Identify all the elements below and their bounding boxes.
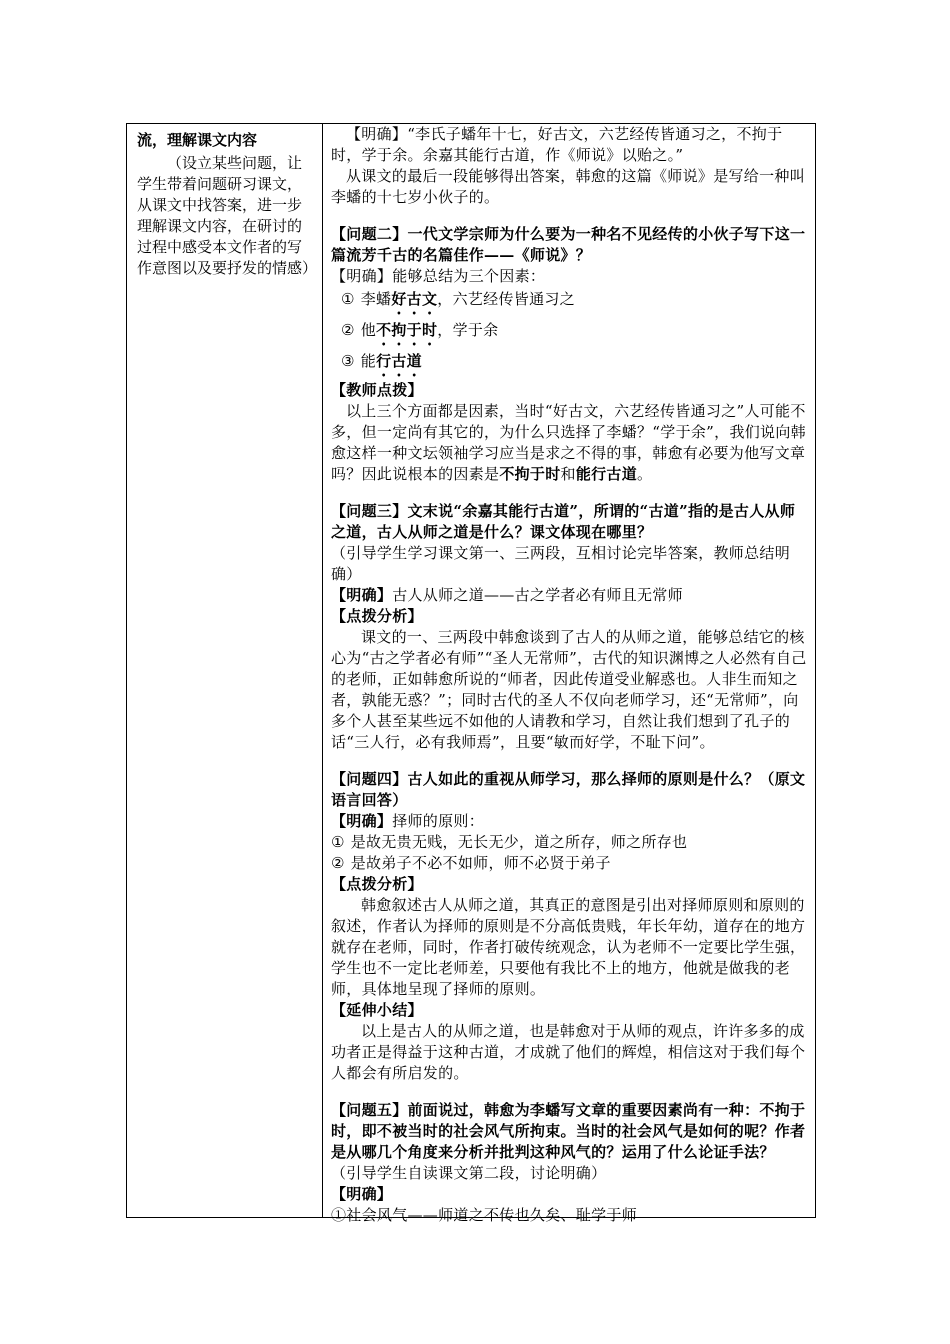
item-prefix: 李蟠: [360, 290, 392, 308]
question-three-analysis: 课文的一、三两段中韩愈谈到了古人的从师之道，能够总结它的核心为“古之学者必有师”“圣人无常师”，古代的知识渊博之人必然有自己的老师，正如韩愈所说的“师者，因此传道受业解惑也。人非生而知之者，孰能无惑？”；同时古代的圣人不仅向老师学习，还“无常师”，向多个人甚至某些远不如他的人请教和学习，自然让我们想到了孔子的话“三人行，必有我师焉”，且要“敏而好学，不耻下问”。: [331, 628, 807, 751]
principle-item: [331, 832, 809, 853]
question-three-guide: （引导学生学习课文第一、三两段，互相讨论完毕答案，教师总结明确）: [331, 544, 791, 583]
question-four-answer: [331, 811, 809, 832]
clarify-explanation: 从课文的最后一段能够得出答案，韩愈的这篇《师说》是写给一种叫李蟠的十七岁小伙子的。: [331, 167, 806, 206]
teacher-tip-label: 【教师点拨】: [331, 381, 423, 399]
item-prefix: 他: [360, 321, 377, 339]
item-suffix: ，学于余: [437, 321, 499, 339]
item-emphasis: 不拘于时: [376, 321, 438, 339]
answer-text: 择师的原则：: [392, 812, 485, 830]
teacher-tip-key-two: 能行古道: [575, 465, 638, 483]
principle-item: [331, 853, 809, 874]
right-column: [323, 124, 815, 1224]
question-four-principle-list: [331, 832, 809, 874]
step-heading: 流，理解课文内容: [137, 131, 258, 149]
left-column: [127, 124, 323, 1217]
factor-item: [331, 287, 809, 318]
item-text: 是故无贵无贱，无长无少，道之所存，师之所存也: [350, 833, 688, 851]
question-four-analysis: 韩愈叙述古人从师之道，其真正的意图是引出对择师原则和原则的叙述，作者认为择师的原则是不分高低贵贱，年长年幼，道存在的地方就存在老师，同时，作者打破传统观念，认为老师不一定要比学生强，学生也不一定比老师差，只要他有我比不上的地方，他就是做我的老师，具体地呈现了择师的原则。: [331, 896, 806, 998]
question-four: 【问题四】古人如此的重视从师学习，那么择师的原则是什么？（原文语言回答）: [331, 770, 806, 809]
item-emphasis: 行古道: [376, 352, 422, 370]
answer-text: 古人从师之道——古之学者必有师且无常师: [392, 586, 683, 604]
item-text: 是故弟子不必不如师，师不必贤于弟子: [350, 854, 611, 872]
answer-label: 【明确】: [331, 586, 393, 604]
item-number: ③: [341, 352, 355, 370]
teacher-tip-conjunction: 和: [560, 465, 576, 483]
factor-item: [331, 349, 809, 380]
item-number: ②: [341, 321, 355, 339]
item-prefix: 能: [360, 352, 377, 370]
step-description: （设立某些问题，让学生带着问题研习课文，从课文中找答案，进一步理解课文内容，在研讨的过程中感受本文作者的写作意图以及要抒发的情感）: [137, 154, 318, 277]
question-five-item-one: ①社会风气——师道之不传也久矣、耻学于师: [331, 1206, 638, 1224]
clarify-quote: 【明确】“李氏子蟠年十七，好古文，六艺经传皆通习之，不拘于时，学于余。余嘉其能行古道，作《师说》以贻之。”: [331, 125, 783, 164]
item-number: ②: [331, 854, 345, 872]
extension-summary-label: 【延伸小结】: [331, 1001, 423, 1019]
question-three-answer: [331, 585, 809, 606]
teacher-tip-text: [331, 401, 809, 485]
factor-item: [331, 318, 809, 349]
question-three: 【问题三】文末说“余嘉其能行古道”，所谓的“古道”指的是古人从师之道，古人从师之道是什么？课文体现在哪里？: [331, 502, 796, 541]
question-two-answer: 【明确】能够总结为三个因素：: [331, 267, 546, 285]
question-five-guide: （引导学生自读课文第二段，讨论明确）: [331, 1164, 607, 1182]
answer-label: 【明确】: [331, 812, 393, 830]
item-number: ①: [341, 290, 355, 308]
analysis-label: 【点拨分析】: [331, 875, 423, 893]
analysis-label: 【点拨分析】: [331, 607, 423, 625]
teacher-tip-key-one: 不拘于时: [499, 465, 561, 483]
question-two: 【问题二】一代文学宗师为什么要为一种名不见经传的小伙子写下这一篇流芳千古的名篇佳作——《师说》？: [331, 225, 806, 264]
question-two-factor-list: [331, 287, 809, 380]
item-suffix: ，六艺经传皆通习之: [437, 290, 575, 308]
teacher-tip-body: 以上三个方面都是因素，当时“好古文，六艺经传皆通习之”人可能不多，但一定尚有其它的，为什么只选择了李蟠？“学于余”，我们说向韩愈这样一种文坛领袖学习应当是求之不得的事，韩愈有必要为他写文章吗？因此说根本的因素是: [331, 402, 806, 483]
item-number: ①: [331, 833, 345, 851]
teacher-tip-end: 。: [637, 465, 653, 483]
lesson-table: [126, 123, 816, 1224]
question-five: 【问题五】前面说过，韩愈为李蟠写文章的重要因素尚有一种：不拘于时，即不被当时的社会风气所拘束。当时的社会风气是如何的呢？作者是从哪几个角度来分析并批判这种风气的？运用了什么论证手法？: [331, 1101, 806, 1161]
extension-summary: 以上是古人的从师之道，也是韩愈对于从师的观点，许许多多的成功者正是得益于这种古道，才成就了他们的辉煌，相信这对于我们每个人都会有所启发的。: [331, 1022, 806, 1082]
answer-label: 【明确】: [331, 1185, 393, 1203]
item-emphasis: 好古文: [391, 290, 438, 308]
